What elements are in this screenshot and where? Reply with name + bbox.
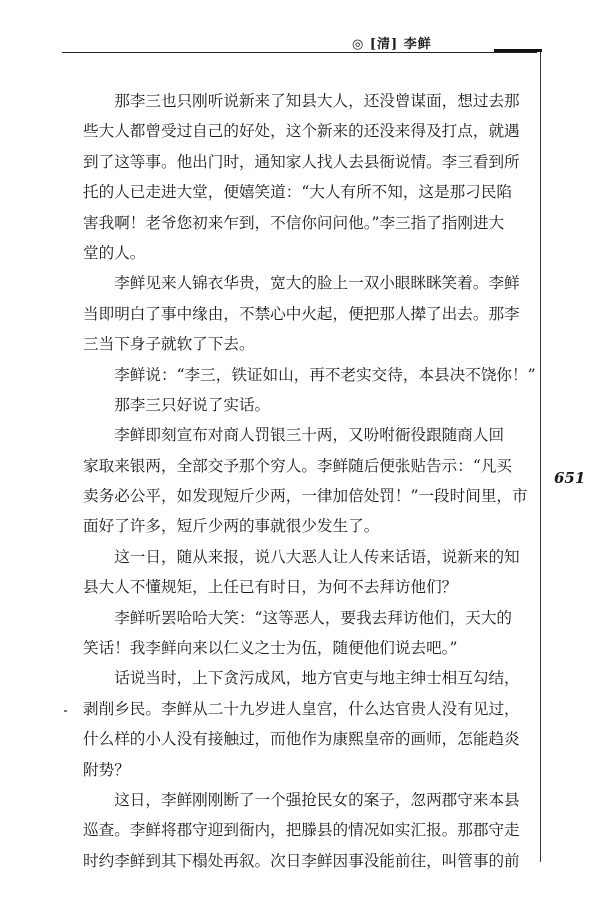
text-line: 县大人不懂规矩，上任已有时日，为何不去拜访他们？ [83,578,458,597]
text-line: 托的人已走进大堂，便嬉笑道：“大人有所不知，这是那刁民陷 [83,183,513,202]
header-rule-accent [494,49,542,52]
text-line: 时约李鲜到其下榻处再叙。次日李鲜因事没能前往，叫管事的前 [83,851,520,870]
text-line: 什么样的小人没有接触过，而他作为康熙皇帝的画师，怎能趋炎 [83,730,520,749]
text-line: 李鲜即刻宣布对商人罚银三十两，又吩咐衙役跟随商人回 [83,426,505,445]
text-line: 家取来银两，全部交予那个穷人。李鲜随后便张贴告示：“凡买 [83,456,513,475]
text-line: 巡查。李鲜将郡守迎到衙内，把滕县的情况如实汇报。那郡守走 [83,821,520,840]
margin-mark [64,710,67,712]
text-line: 话说当时，上下贪污成风，地方官吏与地主绅士相互勾结， [83,669,520,688]
text-line: 李鲜见来人锦衣华贵，宽大的脸上一双小眼眯眯笑着。李鲜 [83,274,520,293]
text-line: 这一日，随从来报，说八大恶人让人传来话语，说新来的知 [83,547,520,566]
header-rule [62,52,537,53]
text-line: 剥削乡民。李鲜从二十九岁进人皇宫，什么达官贵人没有见过， [83,699,520,718]
text-line: 李鲜说：“李三，铁证如山，再不老实交待，本县决不饶你！” [83,365,536,384]
text-line: 那李三也只刚听说新来了知县大人，还没曾谋面，想过去那 [83,92,520,110]
margin-rule [540,52,541,862]
text-line: 三当下身子就软了下去。 [83,335,255,354]
text-line: 这日，李鲜刚刚断了一个强抢民女的案子，忽两郡守来本县 [83,790,520,809]
text-line: 笑话！我李鲜向来以仁义之士为伍，随便他们说去吧。” [83,639,458,658]
text-line: 卖务必公平，如发现短斤少两，一律加倍处罚！”一段时间里，市 [83,487,528,506]
body-text [83,86,536,876]
text-line: 面好了许多，短斤少两的事就很少发生了。 [83,517,380,536]
page-number: 651 [554,469,586,487]
text-line: 当即明白了事中缘由，不禁心中火起，便把那人撵了出去。那李 [83,304,520,323]
running-header-title: ◎ [清] 李鲜 [352,37,432,52]
text-line: 到了这等事。他出门时，通知家人找人去县衙说情。李三看到所 [83,152,520,171]
text-line: 李鲜听罢哈哈大笑：“这等恶人，要我去拜访他们，天大的 [83,608,513,627]
text-line: 堂的人。 [83,243,146,262]
text-line: 那李三只好说了实话。 [83,395,271,414]
text-line: 些大人都曾受过自己的好处，这个新来的还没来得及打点，就遇 [83,122,520,141]
text-line: 害我啊！老爷您初来乍到，不信你问问他。”李三指了指刚进大 [83,213,505,232]
text-line: 附势？ [83,760,130,779]
